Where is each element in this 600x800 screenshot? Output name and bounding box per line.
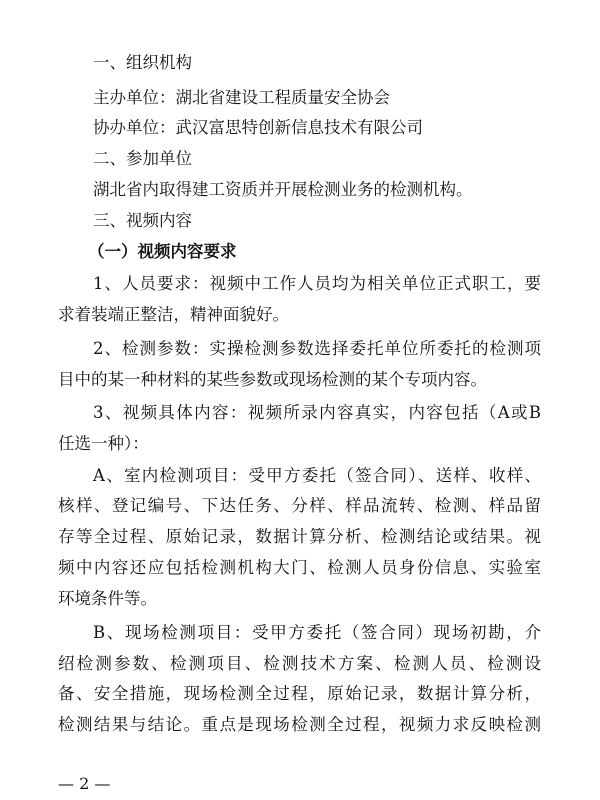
itemA-line5: 环境条件等。 bbox=[58, 589, 157, 608]
itemA-line1: A、室内检测项目：受甲方委托（签合同）、送样、收样、 bbox=[93, 466, 541, 485]
item1-line1: 1、人员要求：视频中工作人员均为相关单位正式职工，要 bbox=[93, 274, 541, 293]
itemA-line3: 存等全过程、原始记录，数据计算分析、检测结论或结果。视 bbox=[58, 527, 541, 546]
itemB-line1: B、现场检测项目：受甲方委托（签合同）现场初勘，介 bbox=[93, 623, 541, 642]
page-number: — 2 — bbox=[58, 774, 111, 793]
item3-line1: 3、视频具体内容：视频所录内容真实，内容包括（A或B bbox=[93, 403, 541, 422]
itemB-line4: 检测结果与结论。重点是现场检测全过程，视频力求反映检测 bbox=[58, 715, 541, 734]
co-organizer-text: 协办单位：武汉富思特创新信息技术有限公司 bbox=[93, 118, 423, 137]
itemA-line2: 核样、登记编号、下达任务、分样、样品流转、检测、样品留 bbox=[58, 496, 541, 515]
itemB-line2: 绍检测参数、检测项目、检测技术方案、检测人员、检测设 bbox=[58, 654, 541, 673]
itemA-line4: 频中内容还应包括检测机构大门、检测人员身份信息、实验室 bbox=[58, 558, 541, 577]
subheading-content-requirements: （一）视频内容要求 bbox=[88, 242, 237, 261]
item2-line1: 2、检测参数：实操检测参数选择委托单位所委托的检测项 bbox=[93, 339, 541, 358]
section-heading-organization: 一、组织机构 bbox=[93, 53, 192, 72]
section-heading-video-content: 三、视频内容 bbox=[93, 211, 192, 230]
organizer-text: 主办单位：湖北省建设工程质量安全协会 bbox=[93, 88, 390, 107]
section-heading-participants: 二、参加单位 bbox=[93, 149, 192, 168]
item2-line2: 目中的某一种材料的某些参数或现场检测的某个专项内容。 bbox=[58, 370, 487, 389]
item1-line2: 求着装端正整洁，精神面貌好。 bbox=[58, 305, 289, 324]
item3-line2: 任选一种）： bbox=[58, 434, 149, 453]
itemB-line3: 备、安全措施，现场检测全过程，原始记录，数据计算分析， bbox=[58, 684, 541, 703]
participants-text: 湖北省内取得建工资质并开展检测业务的检测机构。 bbox=[93, 180, 473, 199]
